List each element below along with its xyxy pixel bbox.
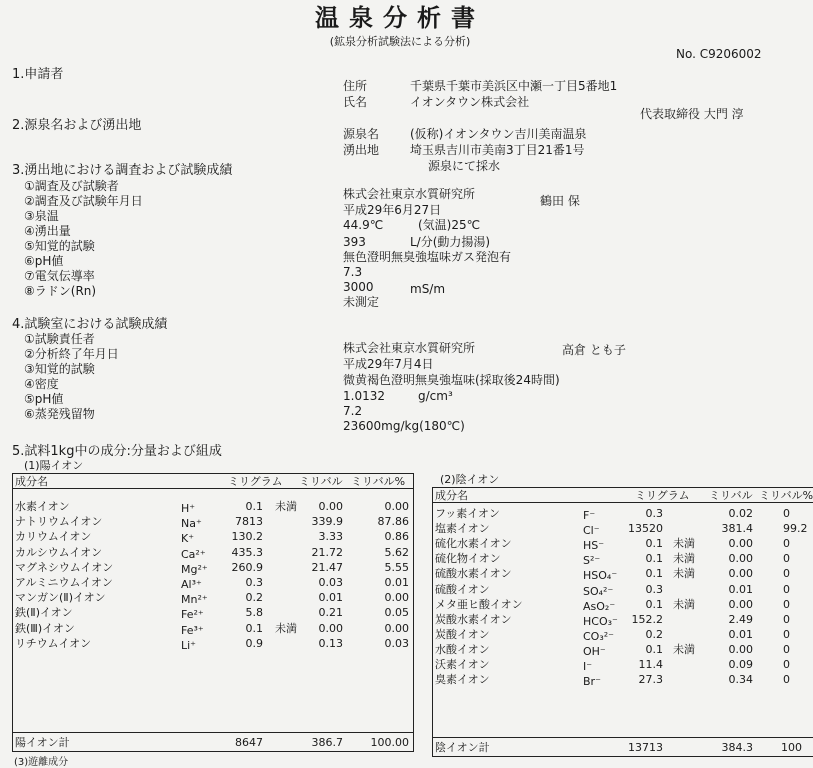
ion-mval: 0.00	[728, 537, 753, 551]
lab-responsible: 高倉 とも子	[562, 343, 626, 357]
ion-symbol: Ca²⁺	[181, 547, 206, 561]
ion-name: 水素イオン	[15, 500, 70, 513]
ion-name: 炭酸イオン	[435, 627, 490, 641]
ion-name: マグネシウムイオン	[15, 560, 114, 574]
document-title: 温泉分析書	[315, 4, 485, 32]
ion-mval: 0.01	[318, 591, 343, 605]
ion-mg: 152.2	[631, 612, 663, 626]
col-mval-header: ミリバル	[299, 475, 343, 488]
below-limit-flag: 未満	[673, 567, 695, 581]
ion-name: 鉄(Ⅱ)イオン	[15, 606, 73, 620]
field-value: 無色澄明無臭強塩味ガス発泡有	[343, 250, 512, 264]
ion-mval: 0.00	[318, 500, 343, 513]
ion-name: メタ亜ヒ酸イオン	[435, 597, 523, 611]
ion-symbol: CO₃²⁻	[583, 629, 614, 643]
field-item: ①調査及び試験者	[24, 179, 119, 193]
col-pct-header: ミリバル%	[351, 475, 406, 488]
ion-mg: 13520	[628, 522, 663, 536]
ion-mg: 0.1	[645, 552, 663, 566]
source-heading: 2.源泉名および湧出地	[12, 118, 142, 133]
ion-mval: 0.00	[728, 567, 753, 581]
ion-name: 水酸イオン	[435, 642, 490, 656]
ion-mval: 339.9	[311, 515, 343, 529]
ion-mval-pct: 5.62	[384, 545, 409, 559]
ec-unit: mS/m	[410, 282, 446, 296]
ion-name: 硫酸水素イオン	[435, 567, 512, 581]
lab-heading: 4.試験室における試験成績	[12, 317, 168, 332]
field-value: 3000	[343, 280, 374, 294]
col-mval-header: ミリバル	[709, 489, 753, 502]
field-value: 7.3	[343, 265, 363, 279]
applicant-name: イオンタウン株式会社	[410, 95, 530, 109]
ion-symbol: Br⁻	[583, 675, 601, 689]
ion-mval: 2.49	[728, 612, 753, 626]
anion-total-pct: 100	[781, 741, 802, 754]
ion-name: フッ素イオン	[435, 507, 500, 520]
ion-mval-pct: 0	[783, 507, 790, 520]
ion-symbol: I⁻	[583, 660, 593, 673]
air-temperature: (気温)25℃	[418, 218, 481, 232]
ion-mg: 260.9	[231, 560, 263, 574]
field-examiner: 鶴田 保	[540, 194, 580, 208]
ion-symbol: HS⁻	[583, 539, 605, 553]
ion-mval: 0.34	[728, 673, 753, 687]
ion-name: カルシウムイオン	[15, 545, 103, 559]
ion-mval: 0.01	[728, 627, 753, 641]
field-value: 44.9℃	[343, 218, 384, 232]
ion-mg: 0.3	[645, 507, 663, 520]
field-value: 393	[343, 235, 366, 249]
below-limit-flag: 未満	[673, 552, 695, 566]
ion-mval: 21.72	[311, 545, 343, 559]
col-name-header: 成分名	[15, 475, 48, 488]
ion-mval: 0.00	[728, 552, 753, 566]
field-item: ⑦電気伝導率	[24, 269, 95, 283]
representative: 代表取締役 大門 淳	[640, 107, 744, 121]
cation-total-mg: 8647	[235, 736, 263, 749]
ion-mval-pct: 0.03	[384, 636, 409, 650]
lab-item: ⑥蒸発残留物	[24, 407, 95, 421]
field-item: ⑧ラドン(Rn)	[24, 284, 97, 298]
anion-total-row	[433, 737, 813, 756]
below-limit-flag: 未満	[275, 500, 297, 513]
below-limit-flag: 未満	[275, 621, 297, 635]
ion-mval-pct: 0.86	[384, 530, 409, 544]
cation-total-row	[13, 732, 413, 751]
ion-symbol: AsO₂⁻	[583, 599, 616, 613]
source-name: (仮称)イオンタウン吉川美南温泉	[410, 127, 587, 141]
ion-name: 硫化水素イオン	[435, 537, 512, 551]
lab-item: ①試験責任者	[24, 332, 95, 346]
lab-value: 7.2	[343, 404, 363, 418]
ion-name: マンガン(Ⅱ)イオン	[15, 591, 106, 605]
ion-symbol: Fe²⁺	[181, 608, 204, 622]
field-item: ④湧出量	[24, 224, 71, 238]
cation-table	[12, 473, 414, 752]
field-value: 平成29年6月27日	[343, 203, 442, 217]
ion-name: ナトリウムイオン	[15, 515, 103, 529]
ion-name: 鉄(Ⅲ)イオン	[15, 621, 75, 635]
ion-mg: 5.8	[245, 606, 263, 620]
source-location-label: 湧出地	[343, 143, 380, 157]
below-limit-flag: 未満	[673, 537, 695, 551]
cation-heading: (1)陽イオン	[24, 459, 84, 472]
cation-total-pct: 100.00	[370, 736, 409, 749]
density-unit: g/cm³	[418, 389, 453, 403]
ion-mg: 0.1	[645, 567, 663, 581]
col-mg-header: ミリグラム	[228, 475, 283, 488]
ion-mval: 0.00	[728, 597, 753, 611]
ion-mval: 0.00	[318, 621, 343, 635]
ion-mval: 0.02	[728, 507, 753, 520]
lab-value: 微黄褐色澄明無臭強塩味(採取後24時間)	[343, 373, 560, 387]
ion-symbol: Na⁺	[181, 517, 202, 531]
ion-mval-pct: 0.00	[384, 500, 409, 513]
ion-mg: 7813	[235, 515, 263, 529]
field-item: ③泉温	[24, 209, 59, 223]
lab-value: 平成29年7月4日	[343, 357, 434, 371]
anion-total-mval: 384.3	[721, 741, 753, 754]
ion-mval-pct: 0	[783, 612, 790, 626]
ion-symbol: K⁺	[181, 532, 195, 546]
ion-mg: 0.3	[645, 582, 663, 596]
ion-name: 臭素イオン	[435, 673, 490, 687]
ion-mval: 0.01	[728, 582, 753, 596]
ion-symbol: Fe³⁺	[181, 623, 204, 637]
ion-mval-pct: 0.05	[384, 606, 409, 620]
lab-item: ⑤pH値	[24, 392, 64, 406]
anion-total-label: 陰イオン計	[435, 741, 490, 754]
ion-mg: 0.1	[645, 642, 663, 656]
ion-name: 硫化物イオン	[435, 552, 501, 566]
ion-mg: 435.3	[231, 545, 263, 559]
ion-mval-pct: 87.86	[377, 515, 409, 529]
ion-mval-pct: 0	[783, 552, 790, 566]
field-value: 未測定	[343, 295, 380, 309]
anion-table-header	[433, 488, 813, 503]
name-label: 氏名	[343, 95, 368, 109]
ion-mval-pct: 0.00	[384, 591, 409, 605]
ion-mg: 0.9	[245, 636, 263, 650]
ion-symbol: SO₄²⁻	[583, 584, 614, 598]
ion-mg: 130.2	[231, 530, 263, 544]
source-location: 埼玉県吉川市美南3丁目21番1号	[410, 143, 585, 157]
ion-mg: 0.1	[245, 621, 263, 635]
col-pct-header: ミリバル%	[759, 489, 813, 502]
ion-symbol: H⁺	[181, 502, 196, 515]
ion-mg: 0.1	[245, 500, 263, 513]
ion-symbol: OH⁻	[583, 644, 606, 658]
cation-total-label: 陽イオン計	[15, 736, 70, 749]
ion-name: アルミニウムイオン	[15, 576, 113, 589]
ion-name: 炭酸水素イオン	[435, 612, 512, 626]
ion-mval: 3.33	[318, 530, 343, 544]
field-heading: 3.湧出地における調査および試験成績	[12, 163, 233, 178]
ion-mval: 0.00	[728, 642, 753, 656]
lab-value: 株式会社東京水質研究所	[343, 341, 476, 355]
ion-mval-pct: 0	[783, 627, 790, 641]
ion-mval: 21.47	[311, 560, 343, 574]
ion-mval-pct: 0	[783, 658, 790, 671]
field-item: ⑤知覚的試験	[24, 239, 95, 253]
ion-symbol: F⁻	[583, 509, 596, 522]
ion-mg: 27.3	[638, 673, 663, 687]
lab-value: 23600mg/kg(180℃)	[343, 419, 465, 433]
ion-name: 硫酸イオン	[435, 582, 490, 596]
source-name-label: 源泉名	[343, 127, 380, 141]
free-components-heading: (3)遊離成分	[14, 757, 69, 768]
ion-mval-pct: 0	[783, 642, 790, 656]
ion-mg: 0.2	[645, 627, 663, 641]
ion-mg: 0.3	[245, 576, 263, 589]
anion-total-mg: 13713	[628, 741, 663, 754]
document-subtitle: (鉱泉分析試験法による分析)	[329, 35, 471, 48]
ion-mval: 0.13	[318, 636, 343, 650]
cation-table-header	[13, 474, 413, 489]
ion-symbol: HSO₄⁻	[583, 569, 618, 583]
sampling-note: 源泉にて採水	[428, 159, 501, 173]
ion-name: 沃素イオン	[435, 658, 490, 671]
ion-symbol: Al³⁺	[181, 578, 202, 591]
lab-item: ②分析終了年月日	[24, 347, 119, 361]
lab-value: 1.0132	[343, 389, 385, 403]
applicant-heading: 1.申請者	[12, 67, 64, 82]
ion-mval-pct: 0.00	[384, 621, 409, 635]
ion-name: リチウムイオン	[15, 636, 92, 650]
lab-item: ④密度	[24, 377, 59, 391]
ion-symbol: Cl⁻	[583, 524, 600, 538]
ion-symbol: S²⁻	[583, 554, 601, 568]
ion-mval: 0.03	[318, 576, 343, 589]
lab-item: ③知覚的試験	[24, 362, 95, 376]
ion-mval-pct: 0	[783, 582, 790, 596]
below-limit-flag: 未満	[673, 597, 695, 611]
ion-mg: 0.1	[645, 597, 663, 611]
address-label: 住所	[343, 79, 368, 93]
ion-mval-pct: 0.01	[384, 576, 409, 589]
col-mg-header: ミリグラム	[635, 489, 690, 502]
flow-unit: L/分(動力揚湯)	[410, 235, 491, 249]
ion-mval-pct: 0	[783, 597, 790, 611]
col-name-header: 成分名	[435, 489, 468, 502]
anion-heading: (2)陰イオン	[440, 473, 500, 486]
ion-mval-pct: 0	[783, 567, 790, 581]
ion-symbol: Mg²⁺	[181, 562, 208, 576]
address-value: 千葉県千葉市美浜区中瀬一丁目5番地1	[410, 79, 618, 93]
anion-table	[432, 487, 813, 757]
ion-mval-pct: 0	[783, 537, 790, 551]
ion-mval: 0.09	[728, 658, 753, 671]
ion-mg: 0.1	[645, 537, 663, 551]
components-heading: 5.試料1kg中の成分:分量および組成	[12, 444, 222, 459]
field-item: ②調査及び試験年月日	[24, 194, 143, 208]
ion-mval: 0.21	[318, 606, 343, 620]
ion-mg: 11.4	[638, 658, 663, 671]
ion-mval-pct: 99.2	[783, 522, 808, 536]
cation-total-mval: 386.7	[311, 736, 343, 749]
ion-symbol: HCO₃⁻	[583, 614, 618, 628]
ion-name: カリウムイオン	[15, 530, 92, 544]
document-number: No. C9206002	[676, 47, 762, 61]
ion-symbol: Mn²⁺	[181, 593, 208, 607]
ion-mg: 0.2	[245, 591, 263, 605]
ion-mval-pct: 0	[783, 673, 790, 687]
field-value: 株式会社東京水質研究所	[343, 187, 476, 201]
ion-name: 塩素イオン	[435, 522, 490, 536]
below-limit-flag: 未満	[673, 642, 695, 656]
ion-symbol: Li⁺	[181, 638, 196, 652]
ion-mval-pct: 5.55	[384, 560, 409, 574]
field-item: ⑥pH値	[24, 254, 64, 268]
ion-mval: 381.4	[721, 522, 753, 536]
